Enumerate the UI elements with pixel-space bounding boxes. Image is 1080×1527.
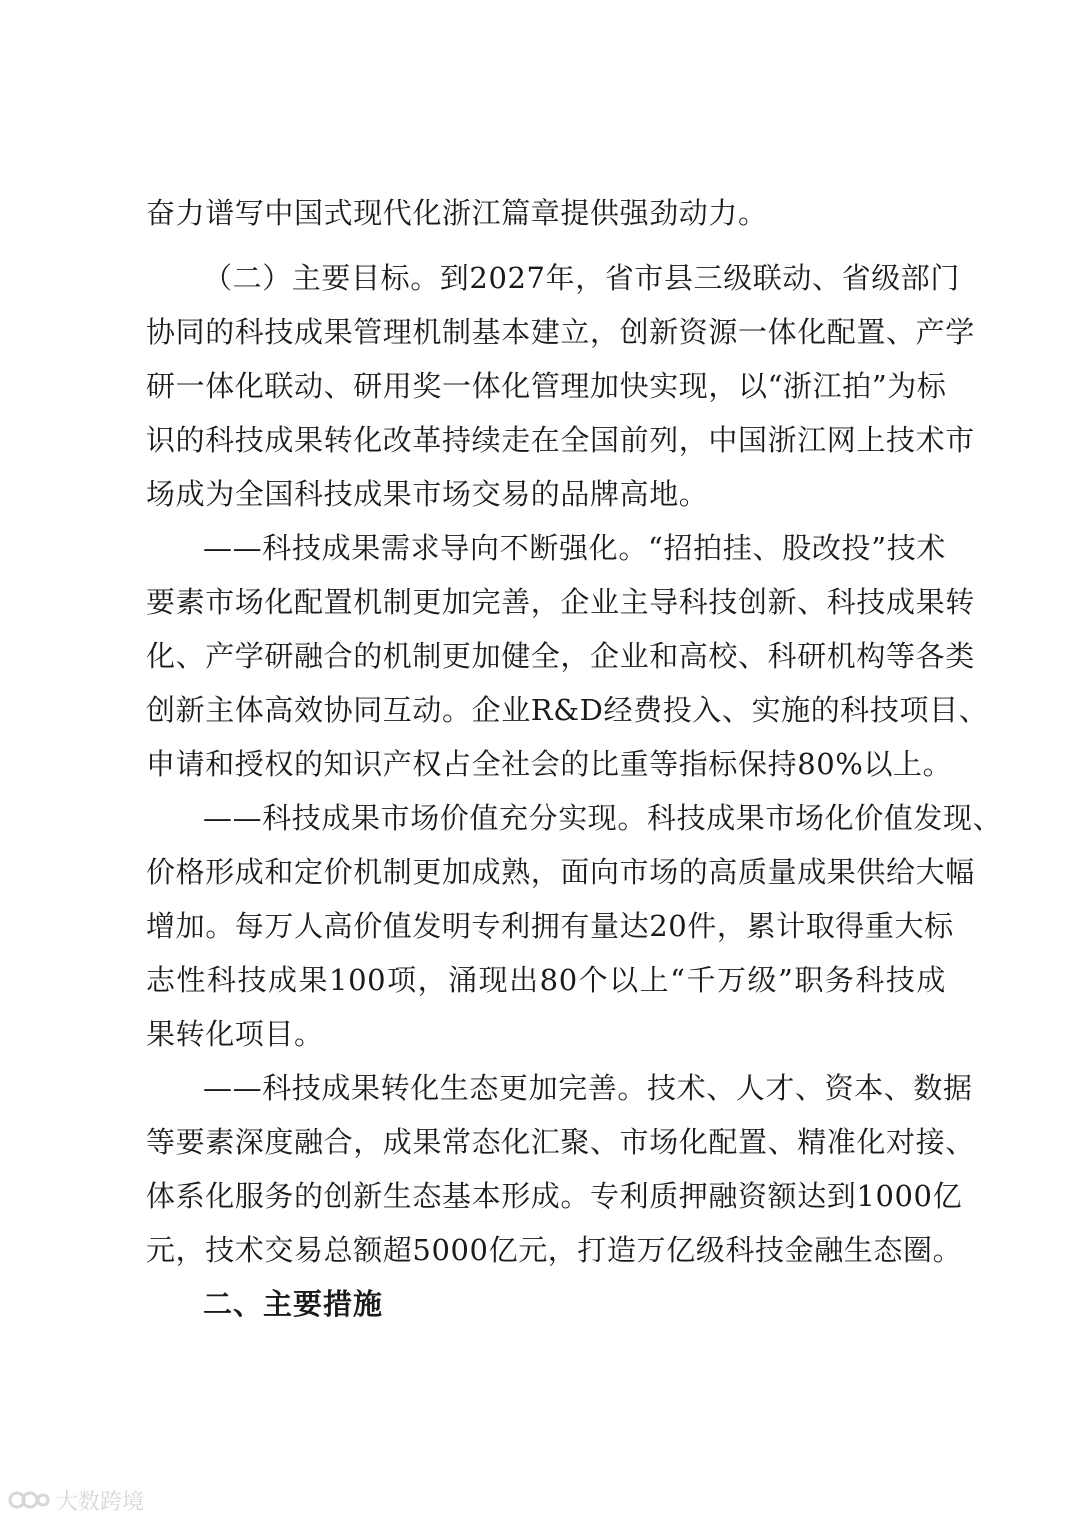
- paragraph-line: 化、产学研融合的机制更加健全，企业和高校、科研机构等各类: [146, 639, 975, 673]
- goal-item-ecosystem: ——科技成果转化生态更加完善。技术、人才、资本、数据: [203, 1071, 973, 1105]
- paragraph-line: 价格形成和定价机制更加成熟，面向市场的高质量成果供给大幅: [146, 855, 975, 889]
- goal-item-market-value: ——科技成果市场价值充分实现。科技成果市场化价值发现、: [203, 801, 1003, 835]
- goal-item-demand: ——科技成果需求导向不断强化。“招拍挂、股改投”技术: [203, 531, 946, 565]
- paragraph-line: 增加。每万人高价值发明专利拥有量达20件，累计取得重大标: [146, 909, 954, 943]
- paragraph-line: 志性科技成果100项，涌现出80个以上“千万级”职务科技成: [146, 963, 946, 997]
- paragraph-line: 创新主体高效协同互动。企业R&D经费投入、实施的科技项目、: [146, 693, 989, 727]
- watermark-text: 大数跨境: [56, 1489, 145, 1515]
- paragraph-line: 场成为全国科技成果市场交易的品牌高地。: [146, 477, 709, 511]
- paragraph-line: 果转化项目。: [146, 1017, 324, 1051]
- paragraph-line: 奋力谱写中国式现代化浙江篇章提供强劲动力。: [146, 196, 768, 230]
- paragraph-line: 协同的科技成果管理机制基本建立，创新资源一体化配置、产学: [146, 315, 975, 349]
- paragraph-line: 识的科技成果转化改革持续走在全国前列，中国浙江网上技术市: [146, 423, 975, 457]
- paragraph-line: 研一体化联动、研用奖一体化管理加快实现，以“浙江拍”为标: [146, 369, 947, 403]
- paragraph-line: 体系化服务的创新生态基本形成。专利质押融资额达到1000亿: [146, 1179, 963, 1213]
- goals-heading-line: （二）主要目标。到2027年，省市县三级联动、省级部门: [203, 261, 961, 295]
- watermark-logo-icon: [8, 1486, 50, 1514]
- paragraph-line: 申请和授权的知识产权占全社会的比重等指标保持80%以上。: [146, 747, 953, 781]
- watermark: [8, 1483, 144, 1517]
- paragraph-line: 等要素深度融合，成果常态化汇聚、市场化配置、精准化对接、: [146, 1125, 975, 1159]
- section-heading: 二、主要措施: [203, 1287, 384, 1321]
- paragraph-line: 元，技术交易总额超5000亿元，打造万亿级科技金融生态圈。: [146, 1233, 963, 1267]
- paragraph-line: 要素市场化配置机制更加完善，企业主导科技创新、科技成果转: [146, 585, 975, 619]
